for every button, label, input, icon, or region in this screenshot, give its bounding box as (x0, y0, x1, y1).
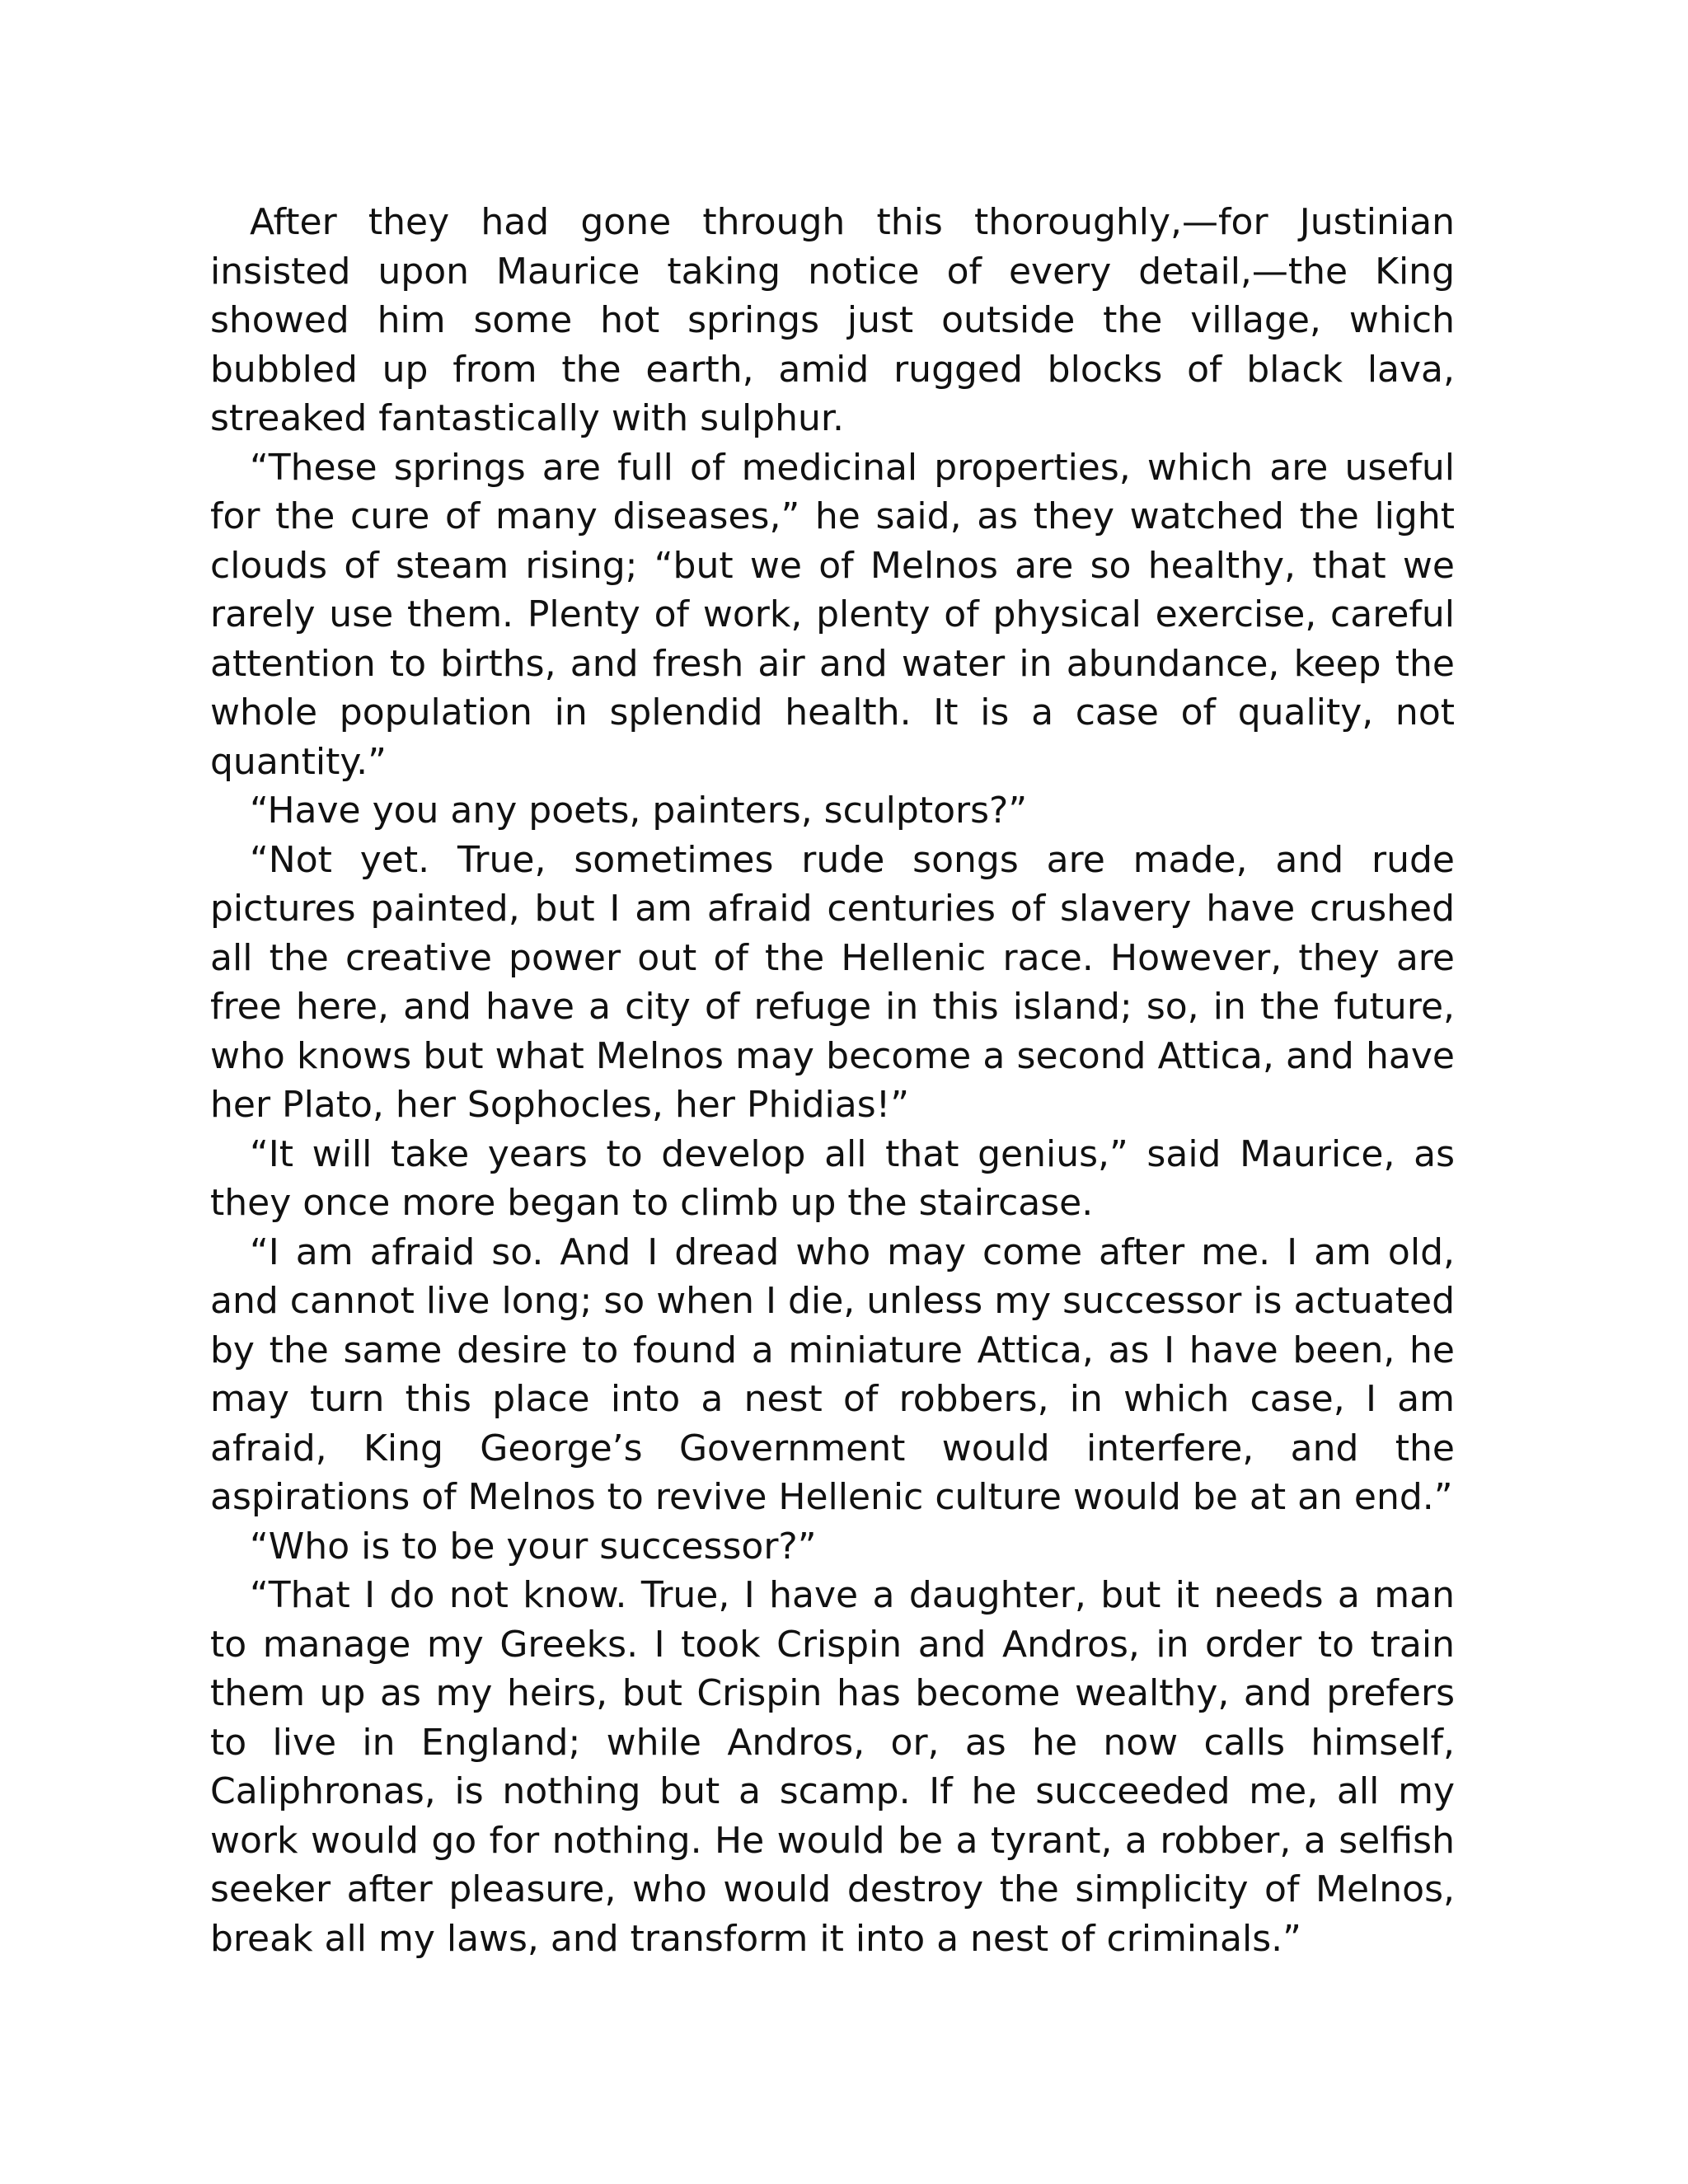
paragraph: “I am afraid so. And I dread who may come after me. I am old, and cannot live long; so when I die, unless my successor is actuated by the same desire to found a miniature Attica, as I have been, he may turn this place into a nest of robbers, in which case, I am afraid, King George’s Government would interfere, and the aspirations of Melnos to revive Hellenic culture would be at an end.” (210, 1230, 1455, 1518)
paragraph: “These springs are full of medicinal properties, which are useful for the cure of many diseases,” he said, as they watched the light clouds of steam rising; “but we of Melnos are so healthy, that we rarely use them. Plenty of work, plenty of physical exercise, careful attention to births, and fresh air and water in abundance, keep the whole population in splendid health. It is a case of quality, not quantity.” (210, 446, 1455, 783)
paragraph: “Who is to be your successor?” (250, 1525, 817, 1568)
page-body (210, 198, 1455, 1963)
paragraph: “Have you any poets, painters, sculptors?” (250, 790, 1028, 832)
paragraph: “Not yet. True, sometimes rude songs are made, and rude pictures painted, but I am afraid centuries of slavery have crushed all the creative power out of the Hellenic race. However, they are free here, and have a city of refuge in this island; so, in the future, who knows but what Melnos may become a second Attica, and have her Plato, her Sophocles, her Phidias!” (210, 838, 1455, 1126)
paragraph: After they had gone through this thoroughly,—for Justinian insisted upon Maurice taking notice of every detail,—the King showed him some hot springs just outside the village, which bubbled up from the earth, amid rugged blocks of black lava, streaked fantastically with sulphur. (210, 201, 1455, 439)
paragraph: “That I do not know. True, I have a daughter, but it needs a man to manage my Greeks. I took Crispin and Andros, in order to train them up as my heirs, but Crispin has become wealthy, and prefers to live in England; while Andros, or, as he now calls himself, Caliphronas, is nothing but a scamp. If he succeeded me, all my work would go for nothing. He would be a tyrant, a robber, a selfish seeker after pleasure, who would destroy the simplicity of Melnos, break all my laws, and transform it into a nest of criminals.” (210, 1574, 1455, 1960)
paragraph: “It will take years to develop all that genius,” said Maurice, as they once more began to climb up the staircase. (210, 1132, 1455, 1224)
